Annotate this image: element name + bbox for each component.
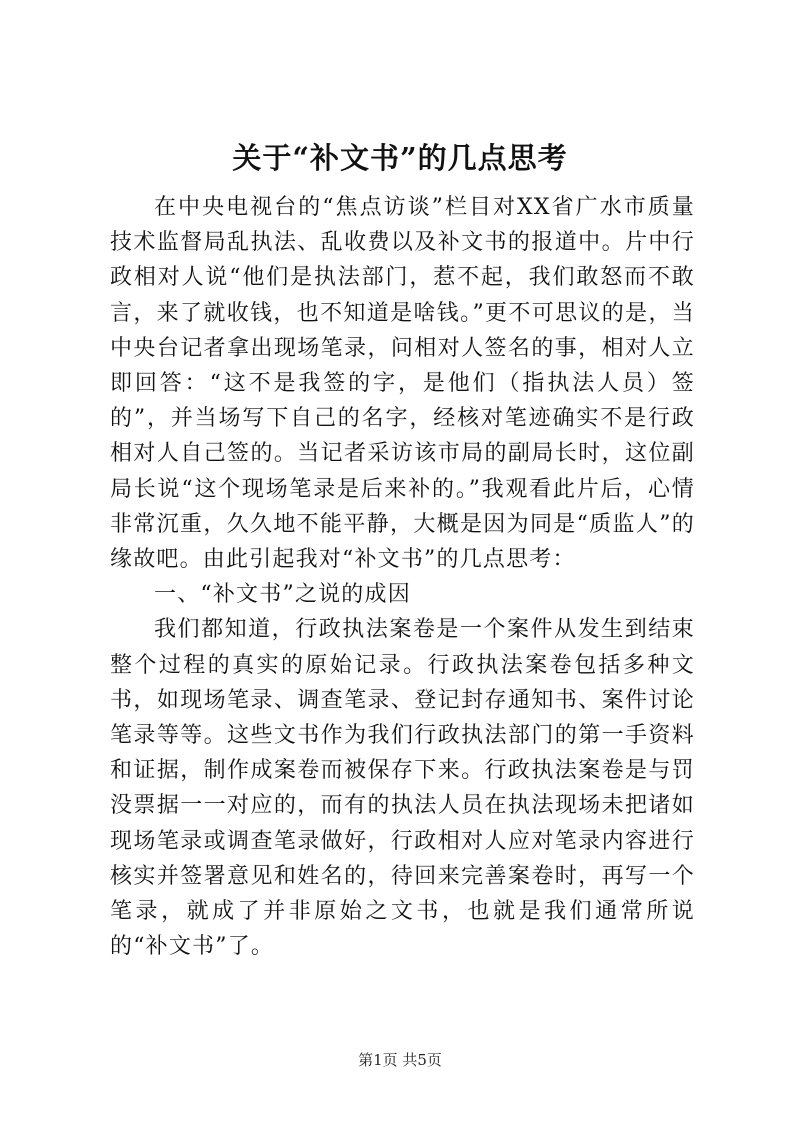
paragraph-intro: 在中央电视台的“焦点访谈”栏目对XX省广水市质量技术监督局乱执法、乱收费以及补文书的报道中。片中行政相对人说“他们是执法部门，惹不起，我们敢怒而不敢言，来了就收钱，也不知道是啥钱。”更不可思议的是，当中央台记者拿出现场笔录，问相对人签名的事，相对人立即回答：“这不是我签的字，是他们（指执法人员）签的”，并当场写下自己的名字，经核对笔迹确实不是行政相对人自己签的。当记者采访该市局的副局长时，这位副局长说“这个现场笔录是后来补的。”我观看此片后，心情非常沉重，久久地不能平静，大概是因为同是“质监人”的缘故吧。由此引起我对“补文书”的几点思考： (110, 195, 695, 573)
section-heading-1: 一、“补文书”之说的成因 (154, 582, 411, 608)
page-number-footer: 第1页 共5页 (358, 1051, 442, 1069)
document-body (110, 190, 695, 964)
paragraph-section-1: 我们都知道，行政执法案卷是一个案件从发生到结束整个过程的真实的原始记录。行政执法案卷包括多种文书，如现场笔录、调查笔录、登记封存通知书、案件讨论笔录等等。这些文书作为我们行政执法部门的第一手资料和证据，制作成案卷而被保存下来。行政执法案卷是与罚没票据一一对应的，而有的执法人员在执法现场未把诸如现场笔录或调查笔录做好，行政相对人应对笔录内容进行核实并签署意见和姓名的，待回来完善案卷时，再写一个笔录，就成了并非原始之文书，也就是我们通常所说的“补文书”了。 (110, 617, 695, 960)
document-title: 关于“补文书”的几点思考 (232, 141, 568, 175)
